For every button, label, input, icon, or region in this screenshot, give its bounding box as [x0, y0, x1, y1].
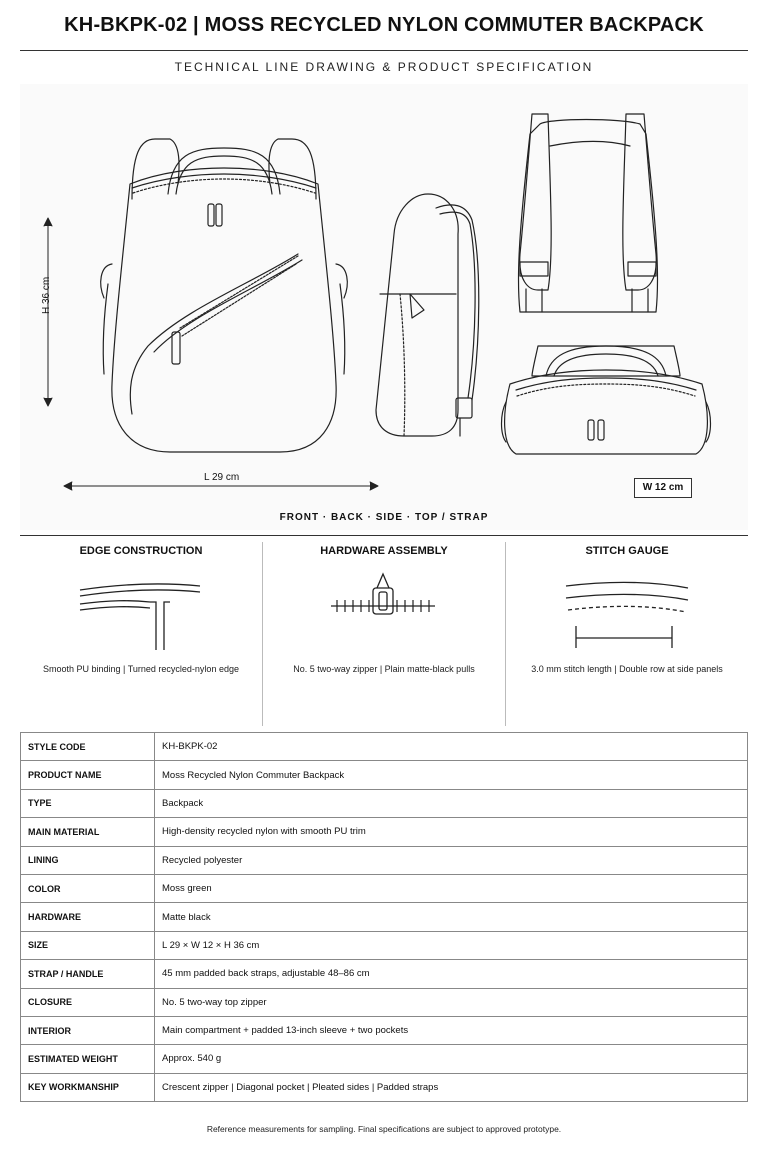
spec-key: COLOR [21, 874, 155, 902]
spec-value: Moss green [155, 874, 748, 902]
spec-value: Crescent zipper | Diagonal pocket | Pleated sides | Padded straps [155, 1073, 748, 1101]
width-dimension-label: W 12 cm [634, 478, 692, 498]
detail-heading: STITCH GAUGE [585, 545, 669, 557]
table-row [21, 1016, 748, 1044]
spec-key: HARDWARE [21, 903, 155, 931]
spec-value: Approx. 540 g [155, 1045, 748, 1073]
section-rule [20, 535, 748, 536]
specification-table [20, 732, 748, 1102]
backpack-line-drawings [20, 84, 748, 530]
spec-key: INTERIOR [21, 1016, 155, 1044]
spec-value: No. 5 two-way top zipper [155, 988, 748, 1016]
side-view-drawing [376, 194, 479, 436]
spec-key: CLOSURE [21, 988, 155, 1016]
detail-caption: No. 5 two-way zipper | Plain matte-black pulls [293, 664, 475, 674]
technical-drawing-area [20, 84, 748, 530]
page-subtitle: TECHNICAL LINE DRAWING & PRODUCT SPECIFICATION [174, 60, 594, 74]
height-dimension-label: H 36 cm [41, 276, 52, 314]
table-row [21, 818, 748, 846]
spec-key: STRAP / HANDLE [21, 960, 155, 988]
edge-construction-diagram [20, 564, 262, 654]
footnote: Reference measurements for sampling. Final specifications are subject to approved prototype. [206, 1124, 562, 1134]
back-view-drawing [518, 114, 657, 312]
spec-value: L 29 × W 12 × H 36 cm [155, 931, 748, 959]
spec-value: Recycled polyester [155, 846, 748, 874]
table-row [21, 960, 748, 988]
spec-value: Moss Recycled Nylon Commuter Backpack [155, 761, 748, 789]
spec-key: MAIN MATERIAL [21, 818, 155, 846]
spec-key: TYPE [21, 789, 155, 817]
table-row [21, 874, 748, 902]
table-row [21, 931, 748, 959]
spec-key: KEY WORKMANSHIP [21, 1073, 155, 1101]
detail-stitch-gauge [506, 542, 748, 726]
spec-value: High-density recycled nylon with smooth PU trim [155, 818, 748, 846]
spec-key: LINING [21, 846, 155, 874]
detail-hardware-assembly [263, 542, 505, 726]
detail-caption: 3.0 mm stitch length | Double row at side panels [531, 664, 723, 674]
table-row [21, 988, 748, 1016]
dimension-lines [44, 218, 378, 490]
front-view-drawing [101, 139, 348, 452]
spec-value: Backpack [155, 789, 748, 817]
title-rule [20, 50, 748, 51]
detail-edge-construction [20, 542, 262, 726]
table-row [21, 846, 748, 874]
length-dimension-label: L 29 cm [204, 472, 240, 483]
top-view-drawing [502, 346, 711, 454]
spec-value: KH-BKPK-02 [155, 733, 748, 761]
table-row [21, 903, 748, 931]
spec-key: PRODUCT NAME [21, 761, 155, 789]
spec-value: Main compartment + padded 13-inch sleeve + two pockets [155, 1016, 748, 1044]
zipper-pull-diagram [263, 564, 505, 654]
detail-caption: Smooth PU binding | Turned recycled-nylon edge [43, 664, 239, 674]
page-title: KH-BKPK-02 | MOSS RECYCLED NYLON COMMUTER BACKPACK [64, 14, 704, 36]
spec-value: Matte black [155, 903, 748, 931]
stitch-gauge-diagram [506, 564, 748, 654]
table-row [21, 1073, 748, 1101]
table-row [21, 733, 748, 761]
spec-value: 45 mm padded back straps, adjustable 48–86 cm [155, 960, 748, 988]
spec-key: STYLE CODE [21, 733, 155, 761]
table-row [21, 761, 748, 789]
detail-heading: EDGE CONSTRUCTION [79, 545, 203, 557]
spec-key: SIZE [21, 931, 155, 959]
views-caption: FRONT · BACK · SIDE · TOP / STRAP [279, 512, 489, 523]
spec-key: ESTIMATED WEIGHT [21, 1045, 155, 1073]
detail-heading: HARDWARE ASSEMBLY [320, 545, 448, 557]
table-row [21, 1045, 748, 1073]
table-row [21, 789, 748, 817]
